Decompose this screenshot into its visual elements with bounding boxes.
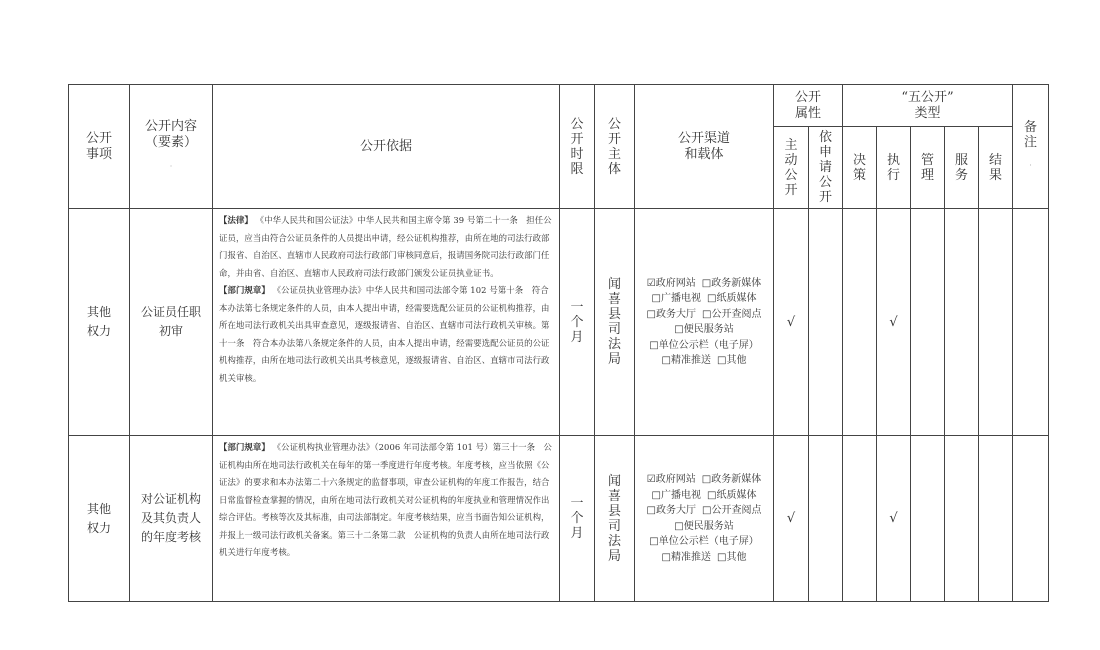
check-icon: √ [877,436,911,602]
channel-print: □纸质媒体 [707,489,757,501]
row-decision [843,436,877,602]
channel-gov-website: ☑政府网站 [646,474,696,485]
channel-print: □纸质媒体 [707,293,757,304]
header-type-execution: 执 行 [877,127,911,209]
header-matter: 公开 事项 [69,85,130,209]
channel-bulletin: □单位公示栏（电子屏） [649,339,759,351]
row-channels [635,436,774,602]
header-type-management: 管 理 [911,127,945,209]
channel-bulletin: □单位公示栏（电子屏） [649,536,759,547]
header-basis: 公开依据 [213,85,560,209]
channel-service-station: □便民服务站 [674,520,734,532]
channel-hall: □政务大厅 [646,308,696,320]
row-channels [635,209,774,436]
header-attr-active: 主 动 公 开 [774,127,809,209]
row-service [945,436,979,602]
row-basis: 【部门规章】 《公证机构执业管理办法》（2006 年司法部令第 101 号）第三十一条 公证机构由所在地司法行政机关在每年的第一季度进行年度考核。年度考核，应当依照《公证法》的要求和本办法第二十六条规定的监督事项，审查公证机构的年度工作报告，结合日常监督检查掌握的情况，由所在地司法行政机关对公证机构的年度执业和管理情况作出综合评估。考核等次及其标准，由司法部制定。年度考核结果，应当书面告知公证机构，并报上一级司法行政机关备案。第三十二条第二款 公证机构的负责人由所在地司法行政机关进行年度考核。 [213,436,560,602]
row-content: 公证员任职 初审 [130,209,213,436]
row-content: 对公证机构 及其负责人 的年度考核 [130,436,213,602]
row-remark [1013,436,1049,602]
row-management [911,436,945,602]
row-time: 一 个 月 [560,436,595,602]
row-time: 一 个 月 [560,209,595,436]
table-row [69,209,1049,436]
row-remark [1013,209,1049,436]
header-five-types: “五公开” 类型 [843,85,1013,127]
disclosure-table [68,84,1049,602]
channel-hall: □政务大厅 [646,505,696,516]
row-service [945,209,979,436]
row-matter: 其他 权力 [69,436,130,602]
channel-broadcast: □广播电视 [651,293,701,304]
row-request [809,436,843,602]
check-icon: √ [877,209,911,436]
header-attr-request: 依 申 请 公 开 [809,127,843,209]
check-icon: √ [774,209,809,436]
header-remark: 备 注 · [1013,85,1049,209]
header-channel: 公开渠道 和载体 [635,85,774,209]
header-type-decision: 决 策 [843,127,877,209]
channel-push: □精准推送 [661,355,711,366]
header-attr: 公开 属性 [774,85,843,127]
header-subject: 公 开 主 体 [595,85,635,209]
row-matter: 其他 权力 [69,209,130,436]
channel-other: □其他 [717,551,747,563]
check-icon: √ [774,436,809,602]
row-decision [843,209,877,436]
header-type-service: 服 务 [945,127,979,209]
channel-reading-point: □公开查阅点 [702,308,762,320]
row-result [979,436,1013,602]
channel-new-media: □政务新媒体 [701,277,762,289]
table-row [69,436,1049,602]
channel-broadcast: □广播电视 [651,489,701,501]
header-row-1 [69,85,1049,127]
channel-other: □其他 [717,355,747,366]
row-result [979,209,1013,436]
channel-new-media: □政务新媒体 [701,474,762,485]
row-management [911,209,945,436]
channel-service-station: □便民服务站 [674,324,734,335]
header-type-result: 结 果 [979,127,1013,209]
header-content: 公开内容 （要素） · [130,85,213,209]
row-request [809,209,843,436]
channel-push: □精准推送 [661,551,711,563]
header-time: 公 开 时 限 [560,85,595,209]
channel-reading-point: □公开查阅点 [702,505,762,516]
row-subject: 闻 喜 县 司 法 局 [595,209,635,436]
channel-gov-website: ☑政府网站 [646,277,696,289]
row-basis: 【法律】 《中华人民共和国公证法》中华人民共和国主席令第 39 号第二十一条 担任公证员，应当由符合公证员条件的人员提出申请，经公证机构推荐，由所在地的司法行政部门报省、自治区、直辖市人民政府司法行政部门审核同意后，报请国务院司法行政部门任命，并由省、自治区、直辖市人民政府司法行政部门颁发公证员执业证书。 【部门规章】 《公证员执业管理办法》中华人民共和国司法部令第 102 号第十条 符合本办法第七条规定条件的人员，由本人提出申请，经需要选配公证员的公证机构推荐，由所在地司法行政机关出具审查意见，逐级报请省、自治区、直辖市司法行政机关审核。第十一条 符合本办法第八条规定条件的人员，由本人提出申请，经需要选配公证员的公证机构推荐，由所在地司法行政机关出具考核意见，逐级报请省、自治区、直辖市司法行政机关审核。 [213,209,560,436]
row-subject: 闻 喜 县 司 法 局 [595,436,635,602]
